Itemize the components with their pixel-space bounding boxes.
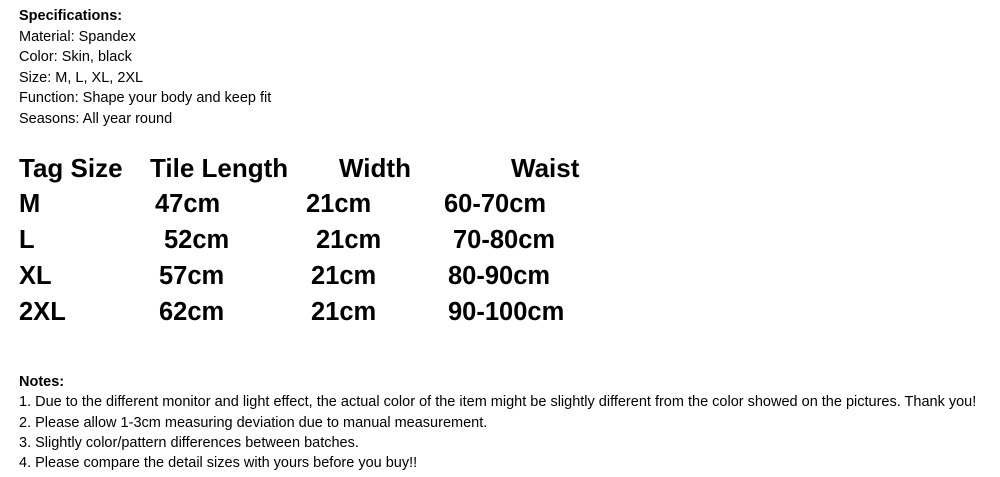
note-item: 2. Please allow 1-3cm measuring deviation due to manual measurement.: [19, 414, 488, 431]
table-cell-length: 52cm: [164, 226, 230, 254]
header-tag-size: Tag Size: [19, 153, 123, 183]
notes-section: [19, 372, 976, 473]
note-item: 1. Due to the different monitor and light effect, the actual color of the item might be slightly different from the color showed on the pictures. Thank you!: [19, 394, 977, 411]
header-width: Width: [339, 153, 411, 183]
table-cell-size: L: [19, 226, 35, 254]
table-cell-size: 2XL: [19, 298, 66, 326]
note-item: 4. Please compare the detail sizes with yours before you buy!!: [19, 455, 418, 472]
table-cell-waist: 90-100cm: [448, 298, 565, 326]
specifications-heading: Specifications:: [19, 8, 123, 24]
spec-seasons: Seasons: All year round: [19, 110, 173, 127]
size-chart-table: [19, 150, 619, 335]
table-cell-size: M: [19, 190, 41, 218]
header-waist: Waist: [511, 153, 580, 183]
table-cell-waist: 70-80cm: [453, 226, 556, 254]
note-item: 3. Slightly color/pattern differences between batches.: [19, 434, 359, 451]
header-tile-length: Tile Length: [150, 153, 289, 183]
table-cell-length: 57cm: [159, 262, 225, 290]
spec-color: Color: Skin, black: [19, 49, 132, 66]
table-cell-size: XL: [19, 262, 52, 290]
table-cell-length: 47cm: [155, 190, 221, 218]
table-cell-width: 21cm: [316, 226, 382, 254]
spec-material: Material: Spandex: [19, 28, 136, 45]
table-cell-width: 21cm: [311, 262, 377, 290]
table-cell-width: 21cm: [306, 190, 372, 218]
table-cell-waist: 60-70cm: [444, 190, 547, 218]
table-cell-length: 62cm: [159, 298, 225, 326]
table-cell-waist: 80-90cm: [448, 262, 551, 290]
spec-size: Size: M, L, XL, 2XL: [19, 69, 144, 86]
notes-heading: Notes:: [19, 374, 65, 390]
spec-function: Function: Shape your body and keep fit: [19, 90, 272, 107]
specifications-section: [19, 6, 271, 130]
table-cell-width: 21cm: [311, 298, 377, 326]
